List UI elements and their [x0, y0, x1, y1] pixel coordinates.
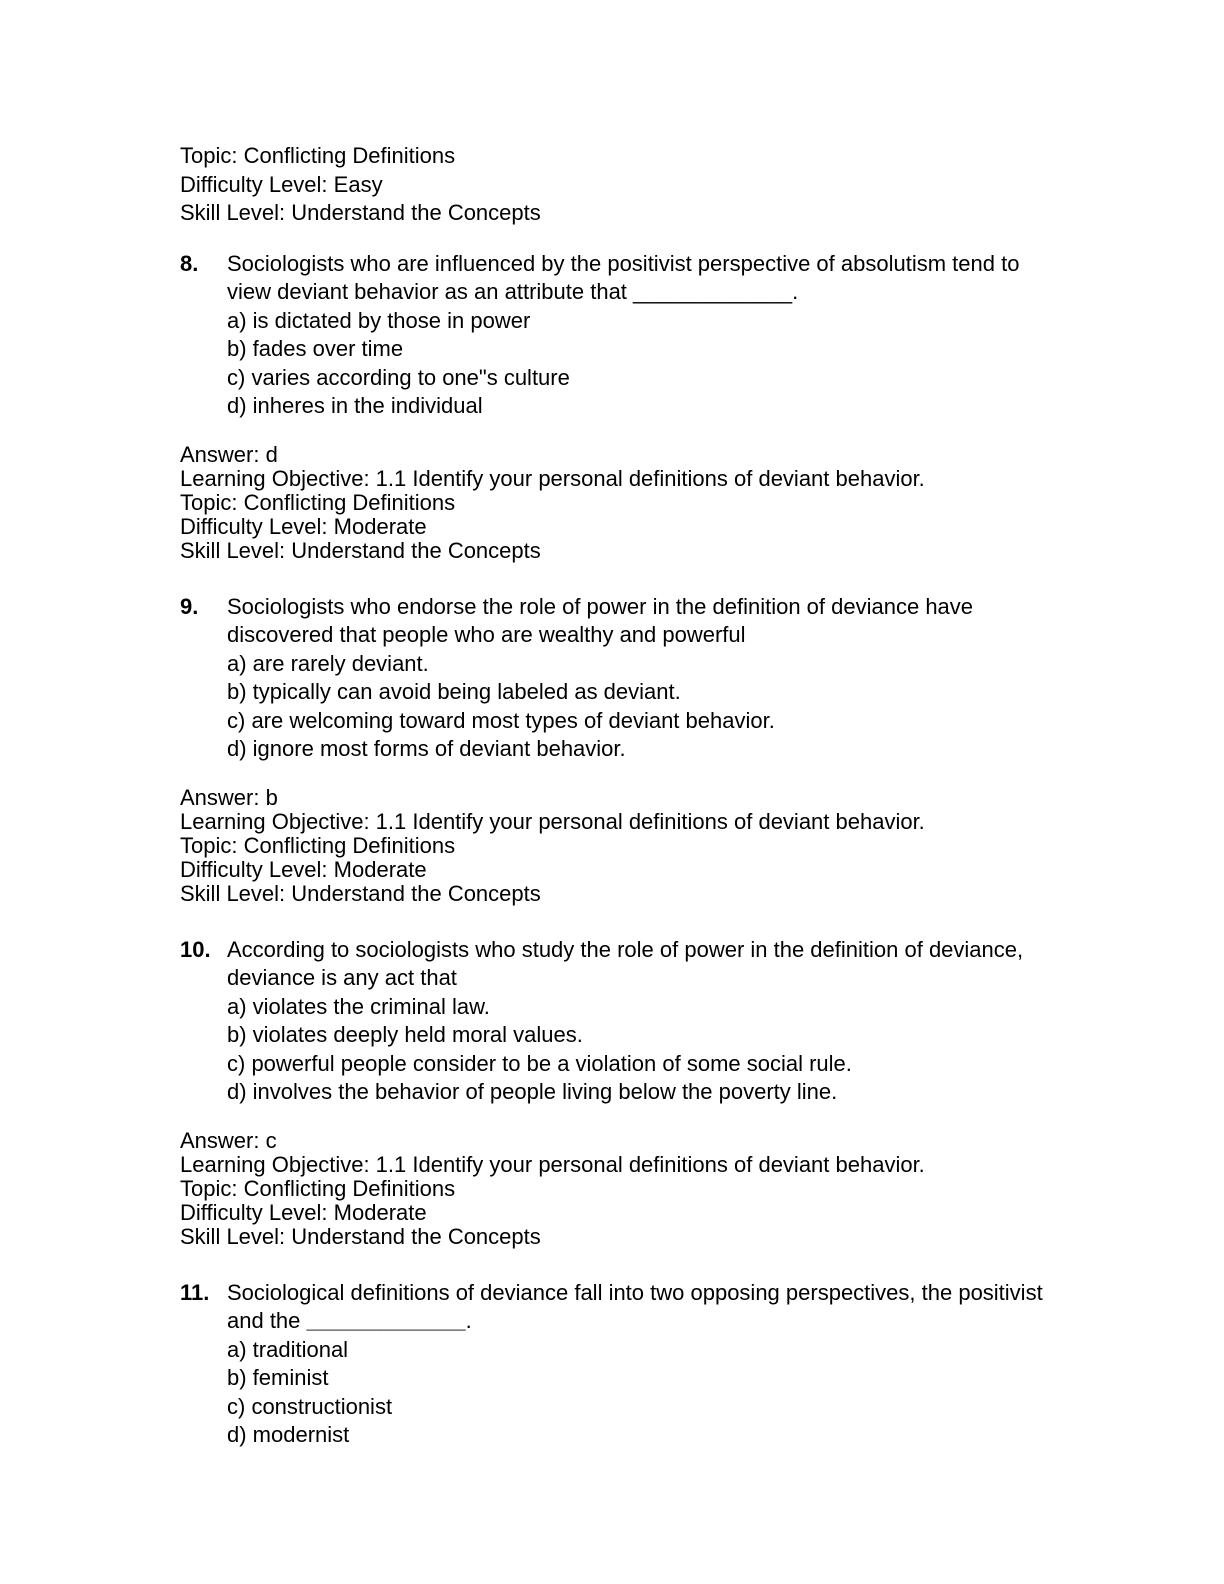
difficulty-line: Difficulty Level: Moderate — [180, 1200, 427, 1226]
question-number: 9. — [180, 593, 199, 619]
question-stem-line: discovered that people who are wealthy and powerful — [227, 622, 746, 648]
question-number: 10. — [180, 936, 211, 962]
question-stem-line: Sociologists who are influenced by the positivist perspective of absolutism tend to — [227, 250, 1020, 276]
stem-text: . — [465, 1308, 472, 1334]
answer-block-q9 — [180, 786, 1080, 907]
question-stem-line — [227, 1307, 1080, 1336]
answer-line: Answer: b — [180, 784, 278, 810]
fill-in-blank: _____________ — [306, 1308, 466, 1334]
option-c: c) are welcoming toward most types of deviant behavior. — [227, 707, 775, 733]
question-stem-line: Sociologists who endorse the role of power in the definition of deviance have — [227, 593, 974, 619]
topic-line: Topic: Conflicting Definitions — [180, 1175, 456, 1201]
learning-objective-line: Learning Objective: 1.1 Identify your personal definitions of deviant behavior. — [180, 1151, 925, 1177]
option-a: a) violates the criminal law. — [227, 993, 490, 1019]
option-b: b) fades over time — [227, 336, 404, 361]
option-c: c) constructionist — [227, 1393, 393, 1419]
option-d: d) ignore most forms of deviant behavior. — [227, 736, 626, 762]
header-meta-block — [180, 142, 1080, 228]
option-a: a) is dictated by those in power — [227, 307, 531, 333]
fill-in-blank: _____________ — [633, 279, 793, 304]
meta-difficulty: Difficulty Level: Easy — [180, 171, 383, 197]
skill-line: Skill Level: Understand the Concepts — [180, 538, 541, 564]
option-a: a) traditional — [227, 1336, 349, 1362]
skill-line: Skill Level: Understand the Concepts — [180, 1224, 541, 1250]
stem-text: and the — [227, 1308, 307, 1334]
stem-text: . — [792, 279, 799, 304]
question-stem-line — [227, 278, 1080, 307]
option-d: d) modernist — [227, 1422, 350, 1448]
difficulty-line: Difficulty Level: Moderate — [180, 857, 427, 883]
difficulty-line: Difficulty Level: Moderate — [180, 514, 427, 540]
question-8 — [180, 250, 1080, 421]
meta-skill: Skill Level: Understand the Concepts — [180, 200, 541, 225]
page-content — [180, 142, 1080, 1450]
topic-line: Topic: Conflicting Definitions — [180, 489, 456, 515]
option-c: c) powerful people consider to be a violation of some social rule. — [227, 1050, 852, 1076]
meta-topic: Topic: Conflicting Definitions — [180, 143, 456, 168]
question-9 — [180, 593, 1080, 764]
learning-objective-line: Learning Objective: 1.1 Identify your personal definitions of deviant behavior. — [180, 465, 925, 491]
option-b: b) typically can avoid being labeled as deviant. — [227, 679, 681, 705]
answer-line: Answer: d — [180, 441, 278, 467]
answer-block-q10 — [180, 1129, 1080, 1250]
option-d: d) inheres in the individual — [227, 393, 483, 418]
question-11 — [180, 1279, 1080, 1450]
answer-block-q8 — [180, 443, 1080, 564]
learning-objective-line: Learning Objective: 1.1 Identify your personal definitions of deviant behavior. — [180, 808, 925, 834]
option-c: c) varies according to one"s culture — [227, 364, 570, 390]
skill-line: Skill Level: Understand the Concepts — [180, 881, 541, 907]
option-a: a) are rarely deviant. — [227, 650, 429, 676]
answer-line: Answer: c — [180, 1127, 277, 1153]
question-10 — [180, 936, 1080, 1107]
option-b: b) violates deeply held moral values. — [227, 1022, 583, 1048]
question-number: 11. — [180, 1279, 210, 1305]
option-b: b) feminist — [227, 1365, 329, 1391]
option-d: d) involves the behavior of people living below the poverty line. — [227, 1079, 838, 1105]
question-stem-line: deviance is any act that — [227, 965, 457, 991]
question-stem-line: Sociological definitions of deviance fall into two opposing perspectives, the positivist — [227, 1279, 1043, 1305]
topic-line: Topic: Conflicting Definitions — [180, 832, 456, 858]
question-number: 8. — [180, 250, 199, 276]
stem-text: view deviant behavior as an attribute that — [227, 279, 634, 304]
question-stem-line: According to sociologists who study the role of power in the definition of deviance, — [227, 936, 1024, 962]
